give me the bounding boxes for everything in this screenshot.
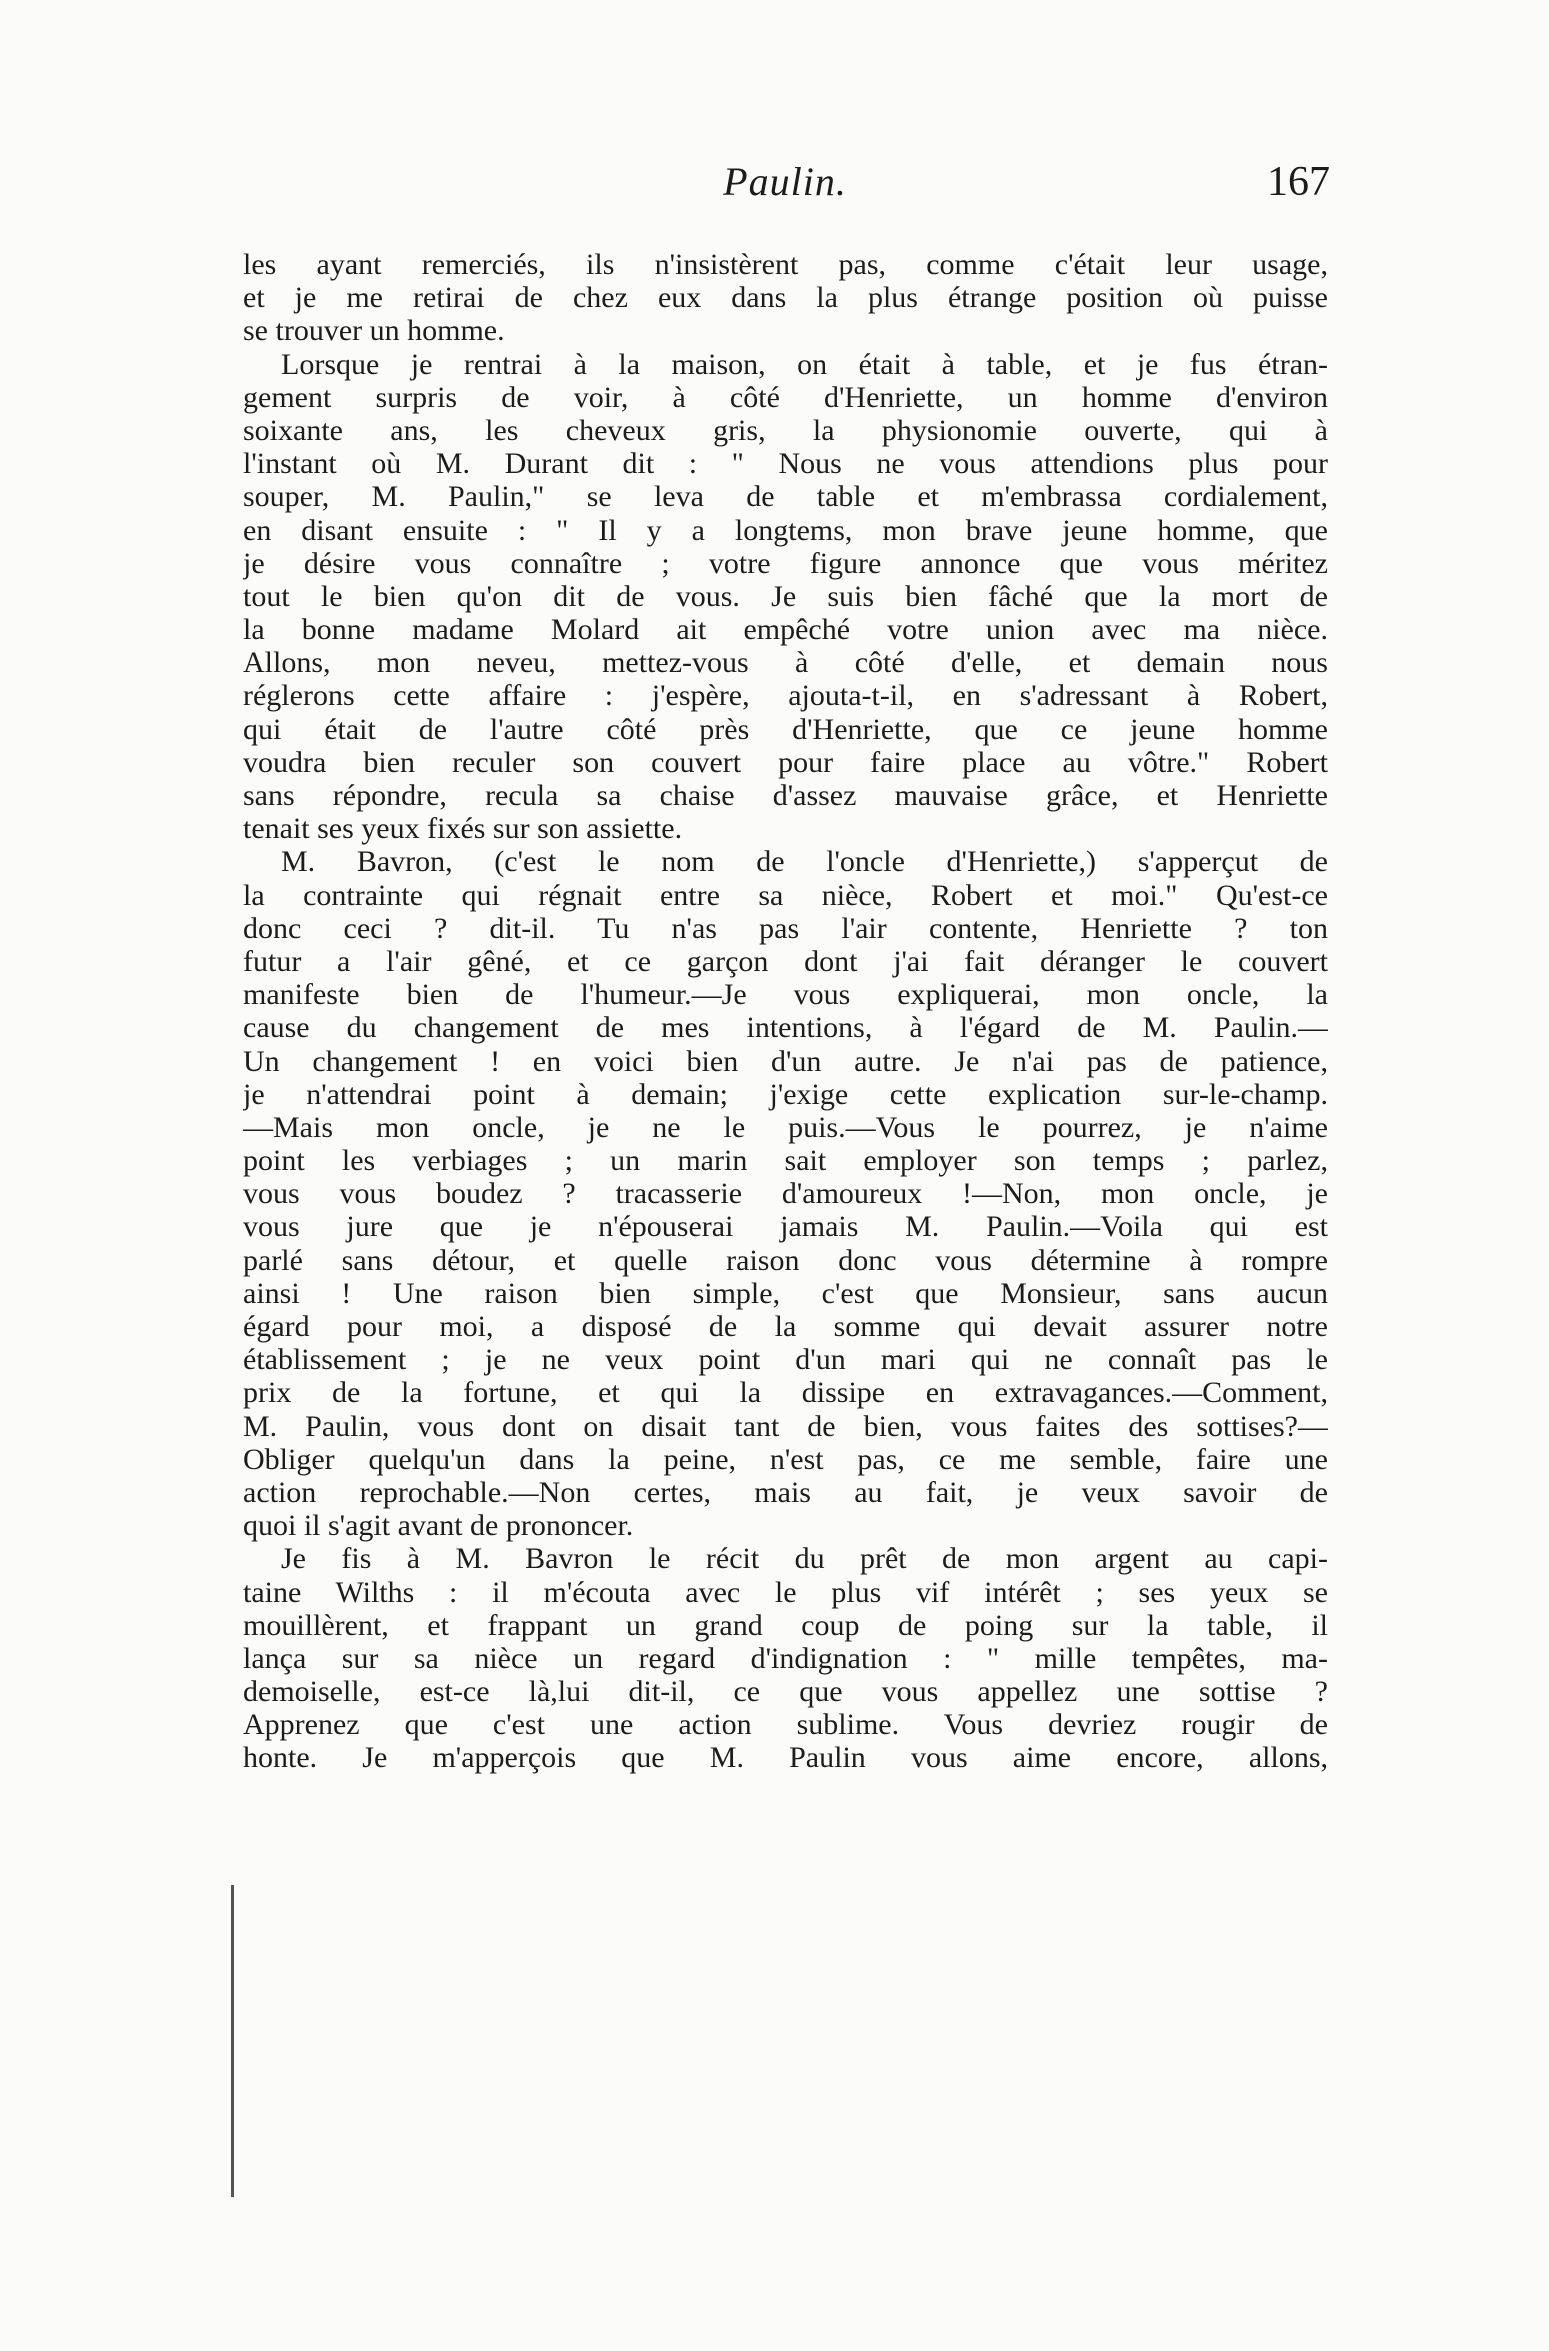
text-line: point les verbiages ; un marin sait employer son temps ; parlez,: [243, 1144, 1328, 1178]
text-line: voudra bien reculer son couvert pour faire place au vôtre." Robert: [243, 745, 1328, 779]
text-line: Apprenez que c'est une action sublime. Vous devriez rougir de: [243, 1708, 1328, 1742]
text-line: qui était de l'autre côté près d'Henriette, que ce jeune homme: [243, 712, 1328, 746]
page-number: 167: [1267, 159, 1330, 205]
text-line: égard pour moi, a disposé de la somme qui devait assurer notre: [243, 1310, 1328, 1343]
text-line: cause du changement de mes intentions, à l'égard de M. Paulin.—: [243, 1011, 1328, 1045]
text-line: tout le bien qu'on dit de vous. Je suis bien fâché que la mort de: [243, 579, 1328, 613]
text-line: parlé sans détour, et quelle raison donc vous détermine à rompre: [243, 1243, 1328, 1277]
text-line: les ayant remerciés, ils n'insistèrent pas, comme c'était leur usage,: [243, 248, 1328, 281]
text-line: soixante ans, les cheveux gris, la physionomie ouverte, qui à: [243, 413, 1328, 447]
text-line: la contrainte qui régnait entre sa nièce, Robert et moi." Qu'est-ce: [243, 878, 1328, 912]
paragraph-start-line: Lorsque je rentrai à la maison, on était à table, et je fus étran-: [281, 347, 1328, 381]
text-line: taine Wilths : il m'écouta avec le plus vif intérêt ; ses yeux se: [243, 1575, 1328, 1609]
running-title: Paulin.: [723, 159, 847, 204]
text-line: et je me retirai de chez eux dans la plus étrange position où puisse: [243, 281, 1328, 315]
text-line: demoiselle, est-ce là,lui dit-il, ce que vous appellez une sottise ?: [243, 1675, 1328, 1709]
text-line: sans répondre, recula sa chaise d'assez mauvaise grâce, et Henriette: [243, 779, 1328, 812]
margin-scan-rule: [231, 1885, 234, 2197]
text-line: ainsi ! Une raison bien simple, c'est que Monsieur, sans aucun: [243, 1276, 1328, 1310]
text-line: Obliger quelqu'un dans la peine, n'est pas, ce me semble, faire une: [243, 1442, 1328, 1476]
paragraph-start-line: M. Bavron, (c'est le nom de l'oncle d'Henriette,) s'apperçut de: [281, 845, 1328, 879]
paragraph-start-line: Je fis à M. Bavron le récit du prêt de mon argent au capi-: [281, 1542, 1328, 1576]
text-line: prix de la fortune, et qui la dissipe en extravagances.—Comment,: [243, 1376, 1328, 1410]
text-line: manifeste bien de l'humeur.—Je vous expliquerai, mon oncle, la: [243, 978, 1328, 1012]
text-line: je désire vous connaître ; votre figure annonce que vous méritez: [243, 546, 1328, 580]
text-line: lança sur sa nièce un regard d'indignation : " mille tempêtes, ma-: [243, 1641, 1328, 1675]
text-line: vous vous boudez ? tracasserie d'amoureux !—Non, mon oncle, je: [243, 1177, 1328, 1211]
text-line: réglerons cette affaire : j'espère, ajouta-t-il, en s'adressant à Robert,: [243, 679, 1328, 713]
text-line: se trouver un homme.: [243, 314, 505, 348]
text-line: établissement ; je ne veux point d'un mari qui ne connaît pas le: [243, 1343, 1328, 1377]
text-line: quoi il s'agit avant de prononcer.: [243, 1509, 634, 1543]
text-line: mouillèrent, et frappant un grand coup de poing sur la table, il: [243, 1608, 1328, 1642]
body-text: [243, 248, 1328, 1775]
text-line: donc ceci ? dit-il. Tu n'as pas l'air contente, Henriette ? ton: [243, 911, 1328, 945]
text-line: en disant ensuite : " Il y a longtems, mon brave jeune homme, que: [243, 513, 1328, 547]
text-line: la bonne madame Molard ait empêché votre union avec ma nièce.: [243, 613, 1328, 647]
text-line: gement surpris de voir, à côté d'Henriette, un homme d'environ: [243, 380, 1328, 414]
text-line: l'instant où M. Durant dit : " Nous ne vous attendions plus pour: [243, 447, 1328, 481]
text-line: action reprochable.—Non certes, mais au fait, je veux savoir de: [243, 1475, 1328, 1509]
text-line: Un changement ! en voici bien d'un autre. Je n'ai pas de patience,: [243, 1044, 1328, 1078]
text-line: —Mais mon oncle, je ne le puis.—Vous le pourrez, je n'aime: [243, 1110, 1328, 1144]
text-line: je n'attendrai point à demain; j'exige cette explication sur-le-champ.: [243, 1077, 1328, 1111]
running-head: [240, 158, 1330, 218]
text-line: vous jure que je n'épouserai jamais M. Paulin.—Voila qui est: [243, 1210, 1328, 1244]
text-line: M. Paulin, vous dont on disait tant de bien, vous faites des sottises?—: [243, 1409, 1328, 1443]
text-line: honte. Je m'apperçois que M. Paulin vous aime encore, allons,: [243, 1741, 1328, 1775]
text-line: Allons, mon neveu, mettez-vous à côté d'elle, et demain nous: [243, 646, 1328, 680]
text-line: futur a l'air gêné, et ce garçon dont j'ai fait déranger le couvert: [243, 944, 1328, 978]
text-line: souper, M. Paulin," se leva de table et m'embrassa cordialement,: [243, 480, 1328, 514]
text-line: tenait ses yeux fixés sur son assiette.: [243, 812, 683, 846]
